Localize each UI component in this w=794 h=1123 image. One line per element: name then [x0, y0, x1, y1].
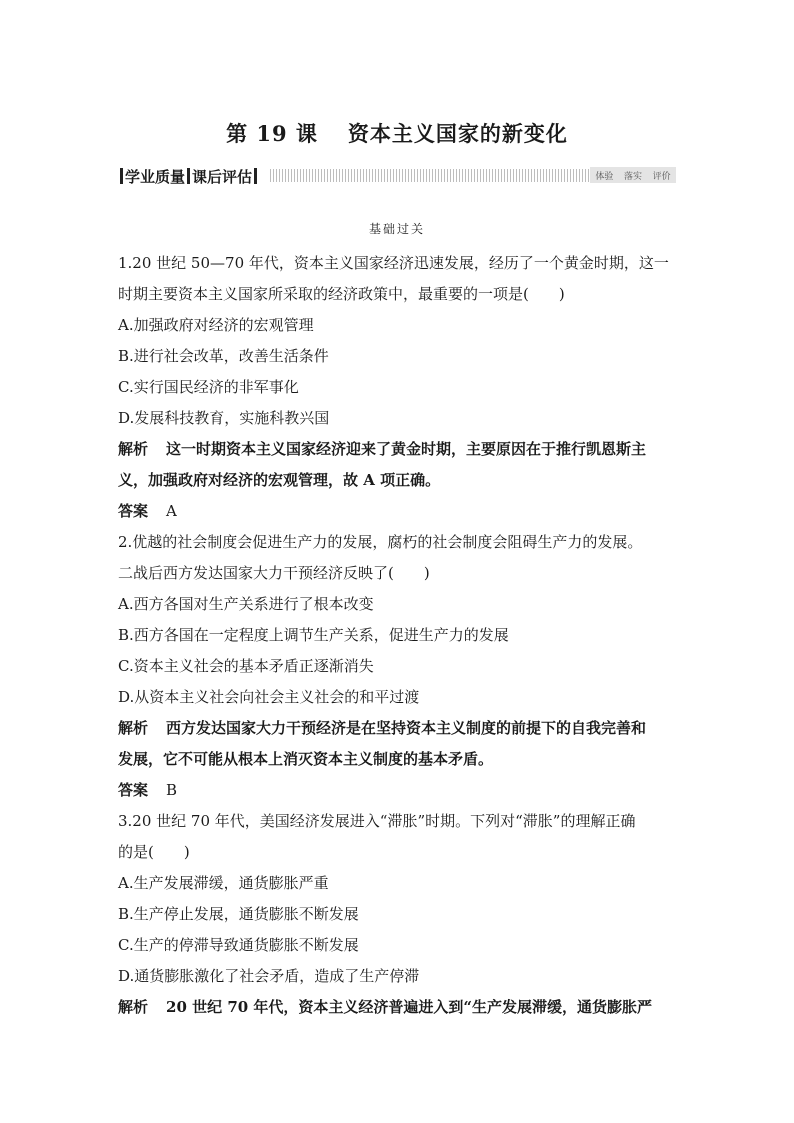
line-text: D.通货膨胀激化了社会矛盾，造成了生产停滞: [118, 967, 420, 985]
text-line: [118, 589, 678, 620]
text-line: [118, 744, 678, 775]
banner-tags: [590, 167, 676, 183]
text-line: [118, 279, 678, 310]
analysis-line: [118, 713, 678, 744]
analysis-label: 解析: [118, 998, 149, 1016]
line-text: 义，加强政府对经济的宏观管理，故 A 项正确。: [118, 471, 441, 489]
line-text: 发展，它不可能从根本上消灭资本主义制度的基本矛盾。: [118, 750, 494, 768]
text-line: [118, 558, 678, 589]
line-text: 这一时期资本主义国家经济迎来了黄金时期，主要原因在于推行凯恩斯主: [166, 440, 647, 458]
line-text: A.西方各国对生产关系进行了根本改变: [118, 595, 374, 613]
analysis-line: [118, 434, 678, 465]
lesson-title: [0, 118, 794, 148]
analysis-label: 解析: [118, 440, 149, 458]
line-text: C.生产的停滞导致通货膨胀不断发展: [118, 936, 359, 954]
line-text: D.从资本主义社会向社会主义社会的和平过渡: [118, 688, 420, 706]
line-text: A.加强政府对经济的宏观管理: [118, 316, 314, 334]
banner-label: [118, 166, 259, 186]
line-text: C.实行国民经济的非军事化: [118, 378, 299, 396]
text-line: [118, 806, 678, 837]
answer-label: 答案: [118, 781, 149, 799]
text-line: [118, 682, 678, 713]
text-line: [118, 310, 678, 341]
line-text: B.西方各国在一定程度上调节生产关系，促进生产力的发展: [118, 626, 509, 644]
banner-stripe-decoration: [270, 169, 590, 182]
line-text: B: [166, 781, 178, 799]
line-text: A.生产发展滞缓，通货膨胀严重: [118, 874, 329, 892]
banner-divider: [187, 168, 190, 184]
analysis-line: [118, 992, 678, 1023]
line-text: A: [166, 502, 177, 520]
line-text: B.生产停止发展，通货膨胀不断发展: [118, 905, 359, 923]
banner-left-text: 学业质量: [125, 167, 186, 186]
text-line: [118, 837, 678, 868]
text-line: [118, 961, 678, 992]
line-text: 2.优越的社会制度会促进生产力的发展，腐朽的社会制度会阻碍生产力的发展。: [118, 533, 643, 551]
line-text: 的是( ): [118, 843, 190, 861]
text-line: [118, 651, 678, 682]
text-line: [118, 930, 678, 961]
line-text: D.发展科技教育，实施科教兴国: [118, 409, 330, 427]
lesson-name: 资本主义国家的新变化: [347, 121, 568, 146]
text-line: [118, 620, 678, 651]
text-line: [118, 527, 678, 558]
text-line: [118, 341, 678, 372]
line-text: B.进行社会改革，改善生活条件: [118, 347, 329, 365]
section-banner: [118, 166, 676, 186]
answer-label: 答案: [118, 502, 149, 520]
line-text: C.资本主义社会的基本矛盾正逐渐消失: [118, 657, 374, 675]
line-text: 20 世纪 70 年代，资本主义经济普遍进入到“生产发展滞缓，通货膨胀严: [166, 998, 653, 1016]
text-line: [118, 403, 678, 434]
answer-line: [118, 775, 678, 806]
banner-middle-text: 课后评估: [192, 167, 253, 186]
question-content: [118, 248, 678, 1023]
section-title: 基础过关: [368, 222, 425, 236]
line-text: 1.20 世纪 50—70 年代，资本主义国家经济迅速发展，经历了一个黄金时期，这一: [118, 254, 669, 272]
text-line: [118, 372, 678, 403]
line-text: 二战后西方发达国家大力干预经济反映了( ): [118, 564, 430, 582]
banner-tag: 体验: [595, 171, 614, 182]
banner-tag: 评价: [652, 171, 671, 182]
answer-line: [118, 496, 678, 527]
line-text: 西方发达国家大力干预经济是在坚持资本主义制度的前提下的自我完善和: [166, 719, 647, 737]
banner-divider: [254, 168, 257, 184]
line-text: 3.20 世纪 70 年代，美国经济发展进入“滞胀”时期。下列对“滞胀”的理解正确: [118, 812, 636, 830]
text-line: [118, 248, 678, 279]
analysis-label: 解析: [118, 719, 149, 737]
text-line: [118, 868, 678, 899]
line-text: 时期主要资本主义国家所采取的经济政策中，最重要的一项是( ): [118, 285, 565, 303]
lesson-number: 第 19 课: [226, 121, 318, 146]
banner-divider: [120, 168, 123, 184]
text-line: [118, 899, 678, 930]
banner-tag: 落实: [623, 171, 642, 182]
text-line: [118, 465, 678, 496]
